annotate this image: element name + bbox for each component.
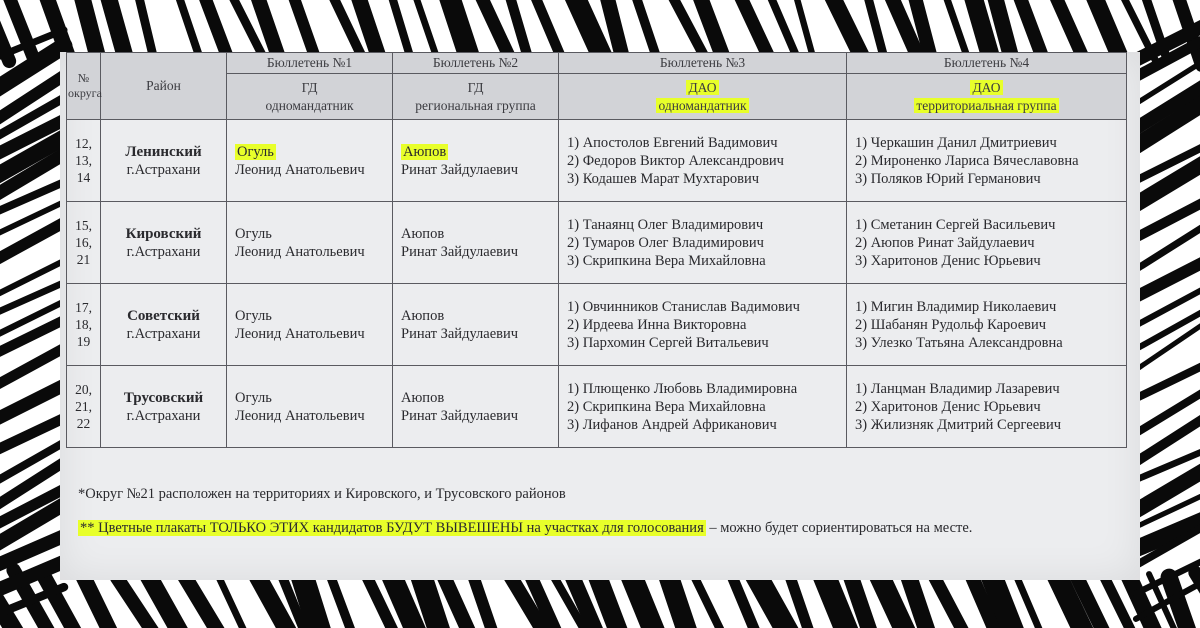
subheader-b3-line1: ДАО xyxy=(688,79,717,95)
okrug-number: 22 xyxy=(76,416,91,431)
rayon-city: г.Астрахани xyxy=(126,243,201,260)
candidate-list-item: 2) Федоров Виктор Александрович xyxy=(567,152,784,169)
table-row xyxy=(67,120,1127,202)
bulletin-4-cell xyxy=(847,202,1127,284)
rayon-name: Трусовский xyxy=(123,389,204,406)
candidate-surname: Аюпов xyxy=(403,143,447,160)
subheader-b2-line1: ГД xyxy=(467,79,484,95)
rayon-cell xyxy=(101,366,227,448)
subheader-b4-line2: территориальная группа xyxy=(916,97,1057,113)
brush-stroke xyxy=(474,578,495,628)
bulletin-3-cell xyxy=(559,120,847,202)
candidate-given-names: Ринат Зайдулаевич xyxy=(401,243,519,260)
brush-stroke xyxy=(1136,307,1200,349)
subheader-bulletin-3 xyxy=(559,74,847,120)
subheader-bulletin-1 xyxy=(227,74,393,120)
candidate-list-item: 3) Кодашев Марат Мухтарович xyxy=(567,170,759,187)
footnote-1: *Округ №21 расположен на территориях и Кировского, и Трусовского районов xyxy=(78,486,566,502)
candidate-list-item: 1) Овчинников Станислав Вадимович xyxy=(567,298,800,315)
candidate-list-item: 1) Мигин Владимир Николаевич xyxy=(855,298,1057,315)
brush-stroke xyxy=(692,572,725,628)
table-row xyxy=(67,284,1127,366)
candidate-list-item: 2) Тумаров Олег Владимирович xyxy=(567,234,764,251)
brush-stroke xyxy=(0,385,64,422)
rayon-city: г.Астрахани xyxy=(126,407,201,424)
bulletin-4-cell xyxy=(847,366,1127,448)
header-okrug xyxy=(67,53,101,120)
bulletin-1-cell xyxy=(227,366,393,448)
candidate-list-item: 3) Жилизняк Дмитрий Сергеевич xyxy=(855,416,1062,433)
okrug-cell xyxy=(67,366,101,448)
okrug-number: 13, xyxy=(75,153,92,168)
candidate-surname: Огуль xyxy=(235,307,272,324)
ballot-table xyxy=(66,52,1127,448)
subheader-b4-line1: ДАО xyxy=(972,79,1001,95)
candidate-list-item: 3) Улезко Татьяна Александровна xyxy=(855,334,1063,351)
document-photo xyxy=(60,52,1140,580)
bulletin-4-cell xyxy=(847,120,1127,202)
header-bulletin-1: Бюллетень №1 xyxy=(227,53,393,74)
brush-stroke xyxy=(302,574,323,628)
brush-stroke xyxy=(0,348,64,388)
brush-stroke xyxy=(597,574,622,628)
brush-stroke xyxy=(329,573,354,628)
candidate-given-names: Ринат Зайдулаевич xyxy=(401,325,519,342)
candidate-list-item: 1) Ланцман Владимир Лазаревич xyxy=(855,380,1060,397)
subheader-b3-line2: одномандатник xyxy=(658,97,747,113)
okrug-number: 19 xyxy=(76,334,91,349)
bulletin-3-cell xyxy=(559,202,847,284)
bulletin-2-cell xyxy=(393,202,559,284)
subheader-b1-line1: ГД xyxy=(301,79,318,95)
candidate-list-item: 2) Ирдеева Инна Викторовна xyxy=(567,316,747,333)
bulletin-4-cell xyxy=(847,284,1127,366)
brush-stroke xyxy=(444,576,473,628)
rayon-cell xyxy=(101,202,227,284)
okrug-number: 20, xyxy=(75,382,92,397)
okrug-cell xyxy=(67,284,101,366)
candidate-list-item: 2) Мироненко Лариса Вячеславовна xyxy=(855,152,1079,169)
okrug-number: 15, xyxy=(75,218,92,233)
candidate-list-item: 1) Апостолов Евгений Вадимович xyxy=(567,134,778,151)
okrug-number: 12, xyxy=(75,136,92,151)
candidate-list-item: 2) Скрипкина Вера Михайловна xyxy=(567,398,766,415)
brush-stroke xyxy=(0,261,64,298)
footnote-2 xyxy=(78,518,1118,538)
footnote-2-highlight: ** Цветные плакаты ТОЛЬКО ЭТИХ кандидатов БУДУТ ВЫВЕШЕНЫ на участках для голосования xyxy=(80,520,704,536)
bulletin-1-cell xyxy=(227,120,393,202)
candidate-given-names: Леонид Анатольевич xyxy=(235,161,365,178)
bulletin-2-cell xyxy=(393,284,559,366)
candidate-surname: Аюпов xyxy=(401,225,445,242)
header-bulletin-3: Бюллетень №3 xyxy=(559,53,847,74)
candidate-given-names: Леонид Анатольевич xyxy=(235,325,365,342)
okrug-cell xyxy=(67,120,101,202)
okrug-number: 16, xyxy=(75,235,92,250)
brush-stroke xyxy=(148,575,185,628)
candidate-list-item: 3) Скрипкина Вера Михайловна xyxy=(567,252,766,269)
rayon-cell xyxy=(101,284,227,366)
header-bulletin-4: Бюллетень №4 xyxy=(847,53,1127,74)
candidate-list-item: 3) Лифанов Андрей Африканович xyxy=(567,416,777,433)
okrug-number: 17, xyxy=(75,300,92,315)
rayon-city: г.Астрахани xyxy=(126,325,201,342)
candidate-list-item: 1) Черкашин Данил Дмитриевич xyxy=(855,134,1057,151)
candidate-surname: Огуль xyxy=(235,389,272,406)
rayon-city: г.Астрахани xyxy=(126,161,201,178)
candidate-list-item: 2) Аюпов Ринат Зайдулаевич xyxy=(855,234,1035,251)
okrug-number: 18, xyxy=(75,317,92,332)
header-rayon: Район xyxy=(101,53,227,120)
okrug-number: 21 xyxy=(76,252,91,267)
candidate-surname: Аюпов xyxy=(401,389,445,406)
rayon-name: Кировский xyxy=(125,225,202,242)
rayon-name: Советский xyxy=(127,307,200,324)
candidate-list-item: 2) Шабанян Рудольф Кароевич xyxy=(855,316,1047,333)
bulletin-1-cell xyxy=(227,284,393,366)
bulletin-2-cell xyxy=(393,366,559,448)
subheader-bulletin-2 xyxy=(393,74,559,120)
candidate-list-item: 1) Танаянц Олег Владимирович xyxy=(567,216,764,233)
subheader-b2-line2: региональная группа xyxy=(415,97,536,113)
candidate-given-names: Леонид Анатольевич xyxy=(235,243,365,260)
rayon-cell xyxy=(101,120,227,202)
footnotes xyxy=(78,484,1118,552)
candidate-list-item: 2) Харитонов Денис Юрьевич xyxy=(855,398,1041,415)
subheader-b1-line2: одномандатник xyxy=(265,97,354,113)
rayon-name: Ленинский xyxy=(125,143,202,160)
okrug-cell xyxy=(67,202,101,284)
candidate-list-item: 3) Пархомин Сергей Витальевич xyxy=(567,334,769,351)
okrug-number: 14 xyxy=(76,170,91,185)
candidate-surname: Огуль xyxy=(237,143,274,160)
candidate-given-names: Ринат Зайдулаевич xyxy=(401,161,519,178)
header-bulletin-2: Бюллетень №2 xyxy=(393,53,559,74)
bulletin-1-cell xyxy=(227,202,393,284)
table-row xyxy=(67,202,1127,284)
subheader-bulletin-4 xyxy=(847,74,1127,120)
header-okrug-text: № округа xyxy=(68,71,102,100)
okrug-number: 21, xyxy=(75,399,92,414)
candidate-list-item: 3) Поляков Юрий Германович xyxy=(855,170,1041,187)
bulletin-2-cell xyxy=(393,120,559,202)
candidate-list-item: 1) Сметанин Сергей Васильевич xyxy=(855,216,1056,233)
brush-stroke xyxy=(1136,361,1200,398)
brush-stroke xyxy=(218,575,248,628)
candidate-surname: Аюпов xyxy=(401,307,445,324)
brush-stroke xyxy=(668,575,690,628)
footnote-2-rest: – можно будет сориентироваться на месте. xyxy=(705,520,973,536)
candidate-list-item: 1) Плющенко Любовь Владимировна xyxy=(567,380,798,397)
brush-stroke xyxy=(908,575,930,628)
candidate-surname: Огуль xyxy=(235,225,272,242)
candidate-given-names: Ринат Зайдулаевич xyxy=(401,407,519,424)
bulletin-3-cell xyxy=(559,366,847,448)
candidate-given-names: Леонид Анатольевич xyxy=(235,407,365,424)
brush-stroke xyxy=(184,574,223,628)
candidate-list-item: 3) Харитонов Денис Юрьевич xyxy=(855,252,1041,269)
bulletin-3-cell xyxy=(559,284,847,366)
table-row xyxy=(67,366,1127,448)
